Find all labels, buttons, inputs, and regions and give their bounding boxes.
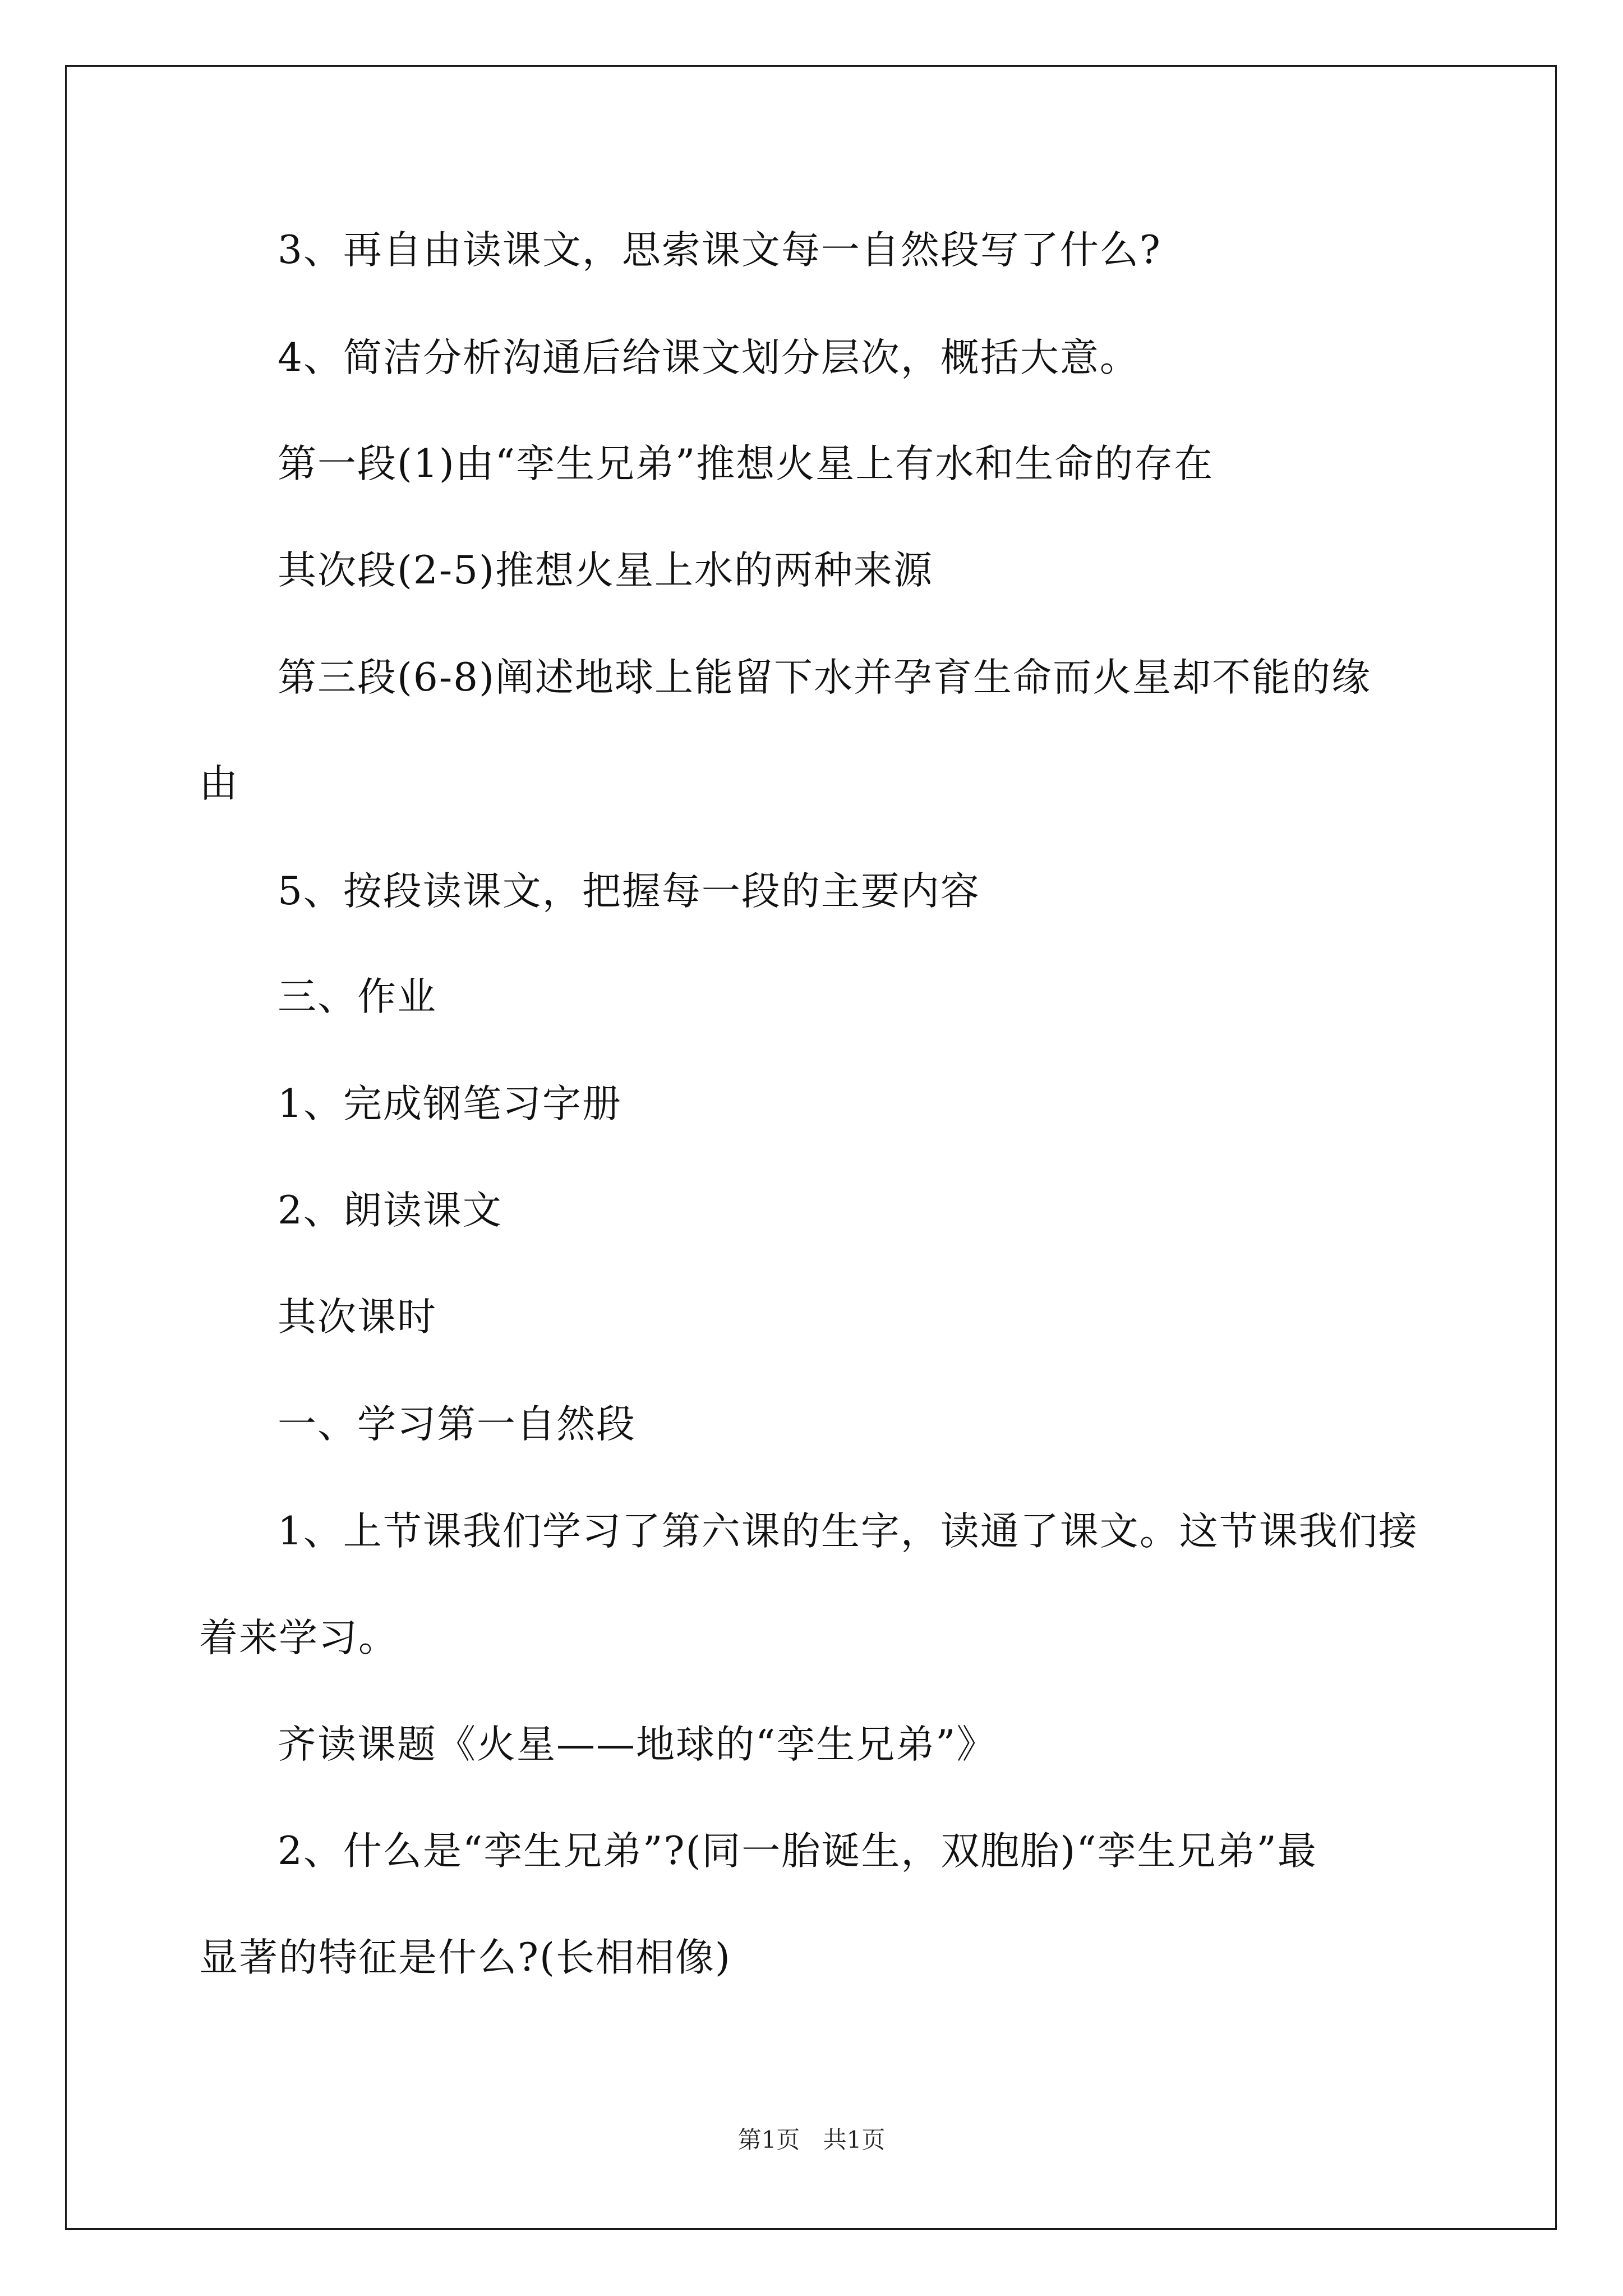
paragraph-continuation: 由	[199, 761, 239, 806]
paragraph: 第一段(1)由“孪生兄弟”推想火星上有水和生命的存在	[278, 441, 1214, 486]
section-heading: 其次课时	[278, 1295, 437, 1340]
page-border	[65, 65, 1557, 2230]
paragraph: 4、简洁分析沟通后给课文划分层次，概括大意。	[278, 335, 1140, 380]
paragraph: 1、上节课我们学习了第六课的生字，读通了课文。这节课我们接	[278, 1509, 1418, 1554]
page-total: 共1页	[823, 2126, 886, 2154]
paragraph: 2、什么是“孪生兄弟”?(同一胎诞生，双胞胎)“孪生兄弟”最	[278, 1829, 1317, 1874]
section-heading: 三、作业	[278, 974, 437, 1019]
paragraph: 2、朗读课文	[278, 1188, 502, 1233]
paragraph: 第三段(6-8)阐述地球上能留下水并孕育生命而火星却不能的缘	[278, 655, 1371, 700]
paragraph: 3、再自由读课文，思索课文每一自然段写了什么?	[278, 228, 1161, 273]
paragraph-continuation: 着来学习。	[199, 1616, 398, 1660]
paragraph-continuation: 显著的特征是什么?(长相相像)	[199, 1935, 731, 1980]
page-number: 第1页	[737, 2126, 800, 2154]
paragraph: 齐读课题《火星——地球的“孪生兄弟”》	[278, 1722, 997, 1767]
paragraph: 1、完成钢笔习字册	[278, 1082, 622, 1126]
page-footer	[0, 2122, 1623, 2155]
paragraph: 5、按段读课文，把握每一段的主要内容	[278, 869, 980, 914]
section-heading: 一、学习第一自然段	[278, 1402, 636, 1447]
paragraph: 其次段(2-5)推想火星上水的两种来源	[278, 548, 933, 593]
